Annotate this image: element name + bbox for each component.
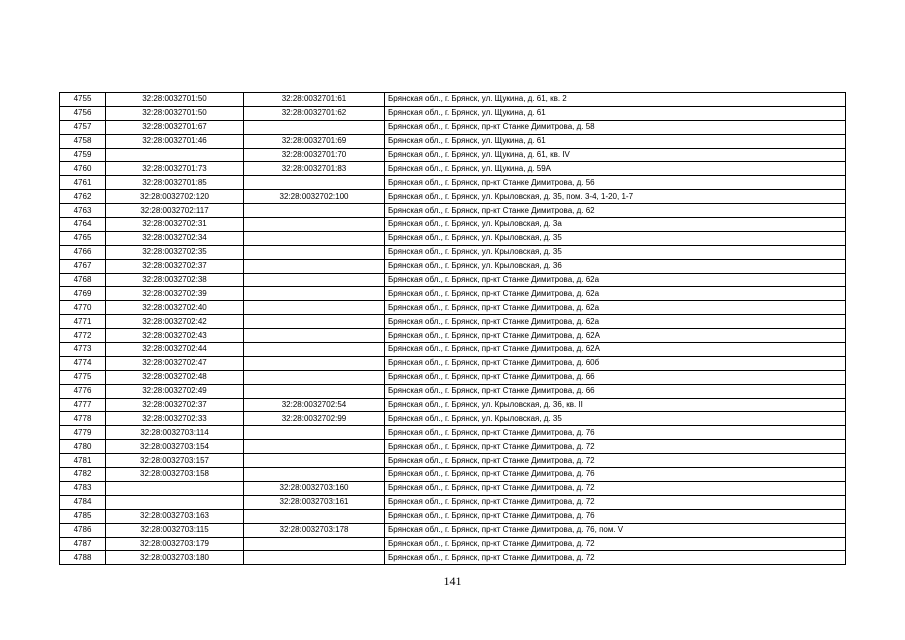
related-cadastral-number-cell [244,287,385,301]
related-cadastral-number-cell [244,454,385,468]
cadastral-number-cell: 32:28:0032701:85 [106,176,244,190]
row-number-cell: 4782 [60,468,106,482]
cadastral-number-cell: 32:28:0032702:49 [106,384,244,398]
row-number-cell: 4762 [60,190,106,204]
cadastral-number-cell: 32:28:0032703:114 [106,426,244,440]
address-cell: Брянская обл., г. Брянск, пр-кт Станке Димитрова, д. 72 [385,440,846,454]
row-number-cell: 4761 [60,176,106,190]
related-cadastral-number-cell [244,120,385,134]
address-cell: Брянская обл., г. Брянск, ул. Крыловская, д. 35 [385,245,846,259]
row-number-cell: 4771 [60,315,106,329]
address-cell: Брянская обл., г. Брянск, ул. Крыловская, д. 36, кв. II [385,398,846,412]
table-row [60,468,846,482]
address-cell: Брянская обл., г. Брянск, пр-кт Станке Димитрова, д. 56 [385,176,846,190]
related-cadastral-number-cell: 32:28:0032701:61 [244,93,385,107]
table-row [60,120,846,134]
table-row [60,370,846,384]
table-row [60,134,846,148]
cadastral-number-cell: 32:28:0032701:50 [106,93,244,107]
row-number-cell: 4783 [60,481,106,495]
cadastral-table [59,92,846,565]
row-number-cell: 4763 [60,204,106,218]
related-cadastral-number-cell [244,356,385,370]
table-body [60,93,846,565]
table-row [60,509,846,523]
row-number-cell: 4770 [60,301,106,315]
cadastral-number-cell: 32:28:0032702:40 [106,301,244,315]
table-row [60,343,846,357]
table-row [60,273,846,287]
related-cadastral-number-cell [244,315,385,329]
row-number-cell: 4764 [60,218,106,232]
cadastral-number-cell: 32:28:0032703:158 [106,468,244,482]
cadastral-number-cell: 32:28:0032702:38 [106,273,244,287]
related-cadastral-number-cell [244,537,385,551]
address-cell: Брянская обл., г. Брянск, пр-кт Станке Димитрова, д. 76 [385,509,846,523]
address-cell: Брянская обл., г. Брянск, пр-кт Станке Димитрова, д. 66 [385,384,846,398]
cadastral-number-cell: 32:28:0032702:31 [106,218,244,232]
cadastral-number-cell: 32:28:0032703:163 [106,509,244,523]
cadastral-number-cell: 32:28:0032702:37 [106,259,244,273]
related-cadastral-number-cell: 32:28:0032701:62 [244,106,385,120]
address-cell: Брянская обл., г. Брянск, пр-кт Станке Димитрова, д. 62А [385,343,846,357]
address-cell: Брянская обл., г. Брянск, ул. Щукина, д. 61, кв. 2 [385,93,846,107]
row-number-cell: 4767 [60,259,106,273]
table-row [60,176,846,190]
table-row [60,551,846,565]
cadastral-number-cell: 32:28:0032701:50 [106,106,244,120]
row-number-cell: 4755 [60,93,106,107]
related-cadastral-number-cell: 32:28:0032703:161 [244,495,385,509]
row-number-cell: 4768 [60,273,106,287]
address-cell: Брянская обл., г. Брянск, пр-кт Станке Димитрова, д. 58 [385,120,846,134]
row-number-cell: 4760 [60,162,106,176]
table-row [60,301,846,315]
table-row [60,106,846,120]
row-number-cell: 4769 [60,287,106,301]
related-cadastral-number-cell: 32:28:0032701:69 [244,134,385,148]
table-row [60,384,846,398]
address-cell: Брянская обл., г. Брянск, пр-кт Станке Димитрова, д. 76 [385,426,846,440]
address-cell: Брянская обл., г. Брянск, пр-кт Станке Димитрова, д. 62а [385,315,846,329]
related-cadastral-number-cell: 32:28:0032701:83 [244,162,385,176]
address-cell: Брянская обл., г. Брянск, пр-кт Станке Димитрова, д. 62а [385,301,846,315]
address-cell: Брянская обл., г. Брянск, ул. Крыловская, д. 35, пом. 3-4, 1-20, 1-7 [385,190,846,204]
address-cell: Брянская обл., г. Брянск, пр-кт Станке Димитрова, д. 62А [385,329,846,343]
cadastral-number-cell: 32:28:0032703:115 [106,523,244,537]
table-row [60,245,846,259]
related-cadastral-number-cell: 32:28:0032702:100 [244,190,385,204]
related-cadastral-number-cell [244,343,385,357]
table-row [60,190,846,204]
row-number-cell: 4781 [60,454,106,468]
row-number-cell: 4779 [60,426,106,440]
address-cell: Брянская обл., г. Брянск, пр-кт Станке Димитрова, д. 60б [385,356,846,370]
address-cell: Брянская обл., г. Брянск, ул. Крыловская, д. 36 [385,259,846,273]
cadastral-number-cell: 32:28:0032702:48 [106,370,244,384]
cadastral-number-cell: 32:28:0032702:37 [106,398,244,412]
cadastral-number-cell: 32:28:0032703:154 [106,440,244,454]
table-row [60,537,846,551]
table-row [60,356,846,370]
cadastral-number-cell: 32:28:0032702:47 [106,356,244,370]
cadastral-number-cell [106,481,244,495]
address-cell: Брянская обл., г. Брянск, пр-кт Станке Димитрова, д. 72 [385,537,846,551]
cadastral-number-cell: 32:28:0032702:43 [106,329,244,343]
address-cell: Брянская обл., г. Брянск, пр-кт Станке Димитрова, д. 62 [385,204,846,218]
cadastral-number-cell: 32:28:0032703:180 [106,551,244,565]
related-cadastral-number-cell [244,384,385,398]
address-cell: Брянская обл., г. Брянск, пр-кт Станке Димитрова, д. 62а [385,287,846,301]
related-cadastral-number-cell [244,509,385,523]
related-cadastral-number-cell [244,468,385,482]
cadastral-number-cell: 32:28:0032702:35 [106,245,244,259]
row-number-cell: 4786 [60,523,106,537]
cadastral-number-cell: 32:28:0032702:44 [106,343,244,357]
table-row [60,148,846,162]
address-cell: Брянская обл., г. Брянск, пр-кт Станке Димитрова, д. 62а [385,273,846,287]
table-row [60,440,846,454]
row-number-cell: 4757 [60,120,106,134]
table-row [60,93,846,107]
row-number-cell: 4778 [60,412,106,426]
row-number-cell: 4788 [60,551,106,565]
row-number-cell: 4766 [60,245,106,259]
related-cadastral-number-cell [244,218,385,232]
table-row [60,329,846,343]
table-row [60,259,846,273]
related-cadastral-number-cell [244,370,385,384]
page-number: 141 [443,574,462,588]
cadastral-number-cell: 32:28:0032702:42 [106,315,244,329]
table-row [60,231,846,245]
address-cell: Брянская обл., г. Брянск, ул. Крыловская, д. 35 [385,412,846,426]
table-row [60,287,846,301]
cadastral-number-cell: 32:28:0032703:179 [106,537,244,551]
address-cell: Брянская обл., г. Брянск, пр-кт Станке Димитрова, д. 72 [385,481,846,495]
table-row [60,412,846,426]
related-cadastral-number-cell: 32:28:0032703:178 [244,523,385,537]
related-cadastral-number-cell [244,440,385,454]
table-row [60,315,846,329]
related-cadastral-number-cell: 32:28:0032702:54 [244,398,385,412]
table-row [60,218,846,232]
related-cadastral-number-cell [244,329,385,343]
address-cell: Брянская обл., г. Брянск, пр-кт Станке Димитрова, д. 72 [385,551,846,565]
table-row [60,204,846,218]
address-cell: Брянская обл., г. Брянск, ул. Крыловская, д. 35 [385,231,846,245]
related-cadastral-number-cell [244,551,385,565]
related-cadastral-number-cell [244,176,385,190]
table-row [60,495,846,509]
table-row [60,426,846,440]
address-cell: Брянская обл., г. Брянск, пр-кт Станке Димитрова, д. 76, пом. V [385,523,846,537]
table-row [60,162,846,176]
related-cadastral-number-cell: 32:28:0032701:70 [244,148,385,162]
row-number-cell: 4785 [60,509,106,523]
cadastral-number-cell: 32:28:0032701:46 [106,134,244,148]
row-number-cell: 4787 [60,537,106,551]
row-number-cell: 4777 [60,398,106,412]
table-row [60,523,846,537]
related-cadastral-number-cell [244,259,385,273]
table-row [60,398,846,412]
cadastral-number-cell [106,148,244,162]
row-number-cell: 4775 [60,370,106,384]
cadastral-number-cell [106,495,244,509]
cadastral-number-cell: 32:28:0032702:120 [106,190,244,204]
related-cadastral-number-cell [244,301,385,315]
row-number-cell: 4765 [60,231,106,245]
row-number-cell: 4756 [60,106,106,120]
related-cadastral-number-cell [244,204,385,218]
address-cell: Брянская обл., г. Брянск, пр-кт Станке Димитрова, д. 72 [385,495,846,509]
address-cell: Брянская обл., г. Брянск, пр-кт Станке Димитрова, д. 76 [385,468,846,482]
address-cell: Брянская обл., г. Брянск, пр-кт Станке Димитрова, д. 66 [385,370,846,384]
related-cadastral-number-cell [244,231,385,245]
row-number-cell: 4758 [60,134,106,148]
cadastral-number-cell: 32:28:0032701:73 [106,162,244,176]
related-cadastral-number-cell: 32:28:0032702:99 [244,412,385,426]
address-cell: Брянская обл., г. Брянск, ул. Щукина, д. 59А [385,162,846,176]
address-cell: Брянская обл., г. Брянск, ул. Щукина, д. 61 [385,106,846,120]
table-row [60,454,846,468]
row-number-cell: 4774 [60,356,106,370]
related-cadastral-number-cell [244,273,385,287]
cadastral-number-cell: 32:28:0032703:157 [106,454,244,468]
cadastral-number-cell: 32:28:0032702:33 [106,412,244,426]
cadastral-number-cell: 32:28:0032702:39 [106,287,244,301]
row-number-cell: 4776 [60,384,106,398]
cadastral-number-cell: 32:28:0032701:67 [106,120,244,134]
address-cell: Брянская обл., г. Брянск, ул. Щукина, д. 61 [385,134,846,148]
related-cadastral-number-cell [244,245,385,259]
cadastral-number-cell: 32:28:0032702:34 [106,231,244,245]
cadastral-number-cell: 32:28:0032702:117 [106,204,244,218]
address-cell: Брянская обл., г. Брянск, ул. Крыловская, д. 3а [385,218,846,232]
row-number-cell: 4784 [60,495,106,509]
row-number-cell: 4772 [60,329,106,343]
row-number-cell: 4759 [60,148,106,162]
row-number-cell: 4773 [60,343,106,357]
related-cadastral-number-cell: 32:28:0032703:160 [244,481,385,495]
table-row [60,481,846,495]
related-cadastral-number-cell [244,426,385,440]
row-number-cell: 4780 [60,440,106,454]
address-cell: Брянская обл., г. Брянск, пр-кт Станке Димитрова, д. 72 [385,454,846,468]
address-cell: Брянская обл., г. Брянск, ул. Щукина, д. 61, кв. IV [385,148,846,162]
